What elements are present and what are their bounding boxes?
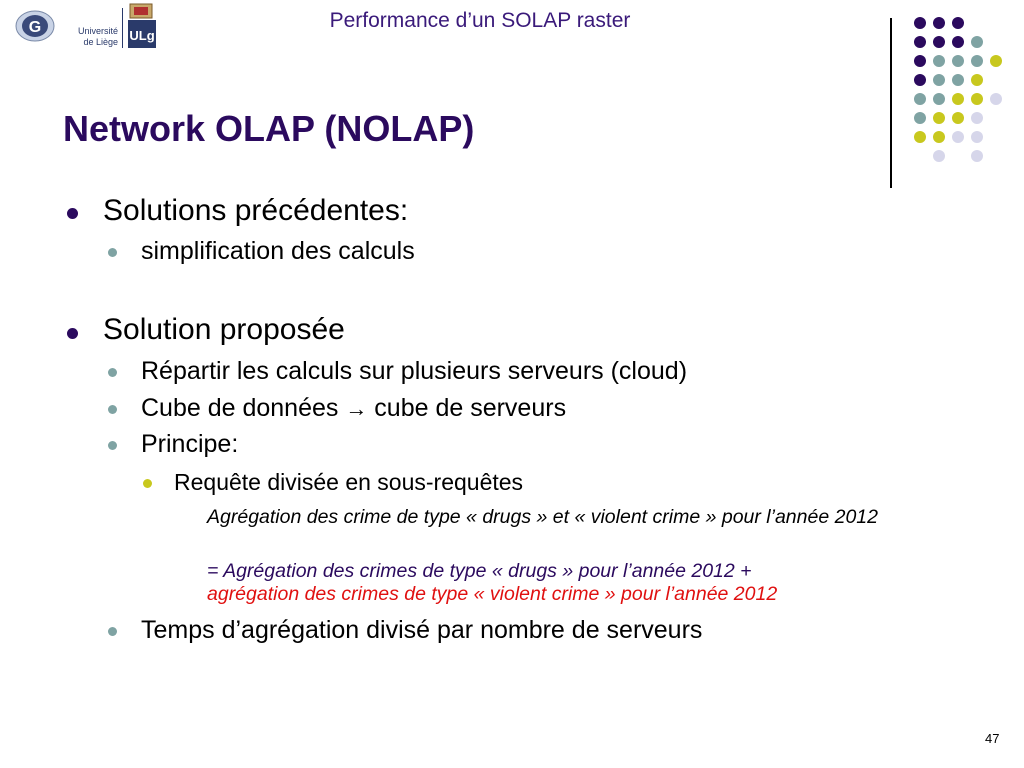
sub-bullet-dot: [108, 627, 117, 636]
sub-bullet-dot: [108, 368, 117, 377]
sub-bullet-dot: [108, 405, 117, 414]
slide-title: Network OLAP (NOLAP): [63, 108, 475, 149]
sub-sub-bullet-requete: Requête divisée en sous-requêtes: [174, 469, 524, 495]
university-line-1: Université: [77, 26, 118, 36]
page-number: 47: [985, 731, 1000, 746]
decorative-vertical-line: [890, 18, 892, 188]
bullet-dot: [67, 328, 78, 339]
sub-bullet-dot: [108, 441, 117, 450]
svg-text:G: G: [28, 19, 42, 36]
header-title: Performance d’un SOLAP raster: [329, 9, 631, 32]
example-paragraph-1: Agrégation des crime de type « drugs » et « violent crime » pour l’année 2012: [207, 506, 878, 528]
sub-bullet-repartir: Répartir les calculs sur plusieurs serveurs (cloud): [141, 357, 688, 385]
decorative-dot-grid: [900, 8, 1020, 178]
sub-sub-bullet-dot: [143, 479, 152, 488]
right-arrow-icon: →: [345, 396, 368, 421]
bullet-solution-proposee: Solution proposée: [103, 313, 345, 346]
paragraph-2-red: agrégation des crimes de type « violent crime » pour l’année 2012: [207, 583, 778, 605]
sub-bullet-dot: [108, 248, 117, 257]
cube-text-before: Cube de données: [141, 394, 339, 422]
cube-text-after: cube de serveurs: [374, 394, 567, 422]
sub-bullet-cube: [141, 394, 566, 423]
sub-bullet-principe: Principe:: [141, 430, 239, 458]
sub-bullet-simplification: simplification des calculs: [141, 237, 415, 265]
svg-text:ULg: ULg: [129, 28, 155, 43]
example-paragraph-2: [207, 560, 967, 606]
bullet-dot: [67, 208, 78, 219]
sub-bullet-temps: Temps d’agrégation divisé par nombre de serveurs: [141, 616, 703, 644]
bullet-solutions-precedentes: Solutions précédentes:: [103, 194, 409, 227]
university-line-2: de Liège: [83, 37, 118, 47]
paragraph-2-purple: = Agrégation des crimes de type « drugs » pour l’année 2012 +: [207, 560, 752, 582]
